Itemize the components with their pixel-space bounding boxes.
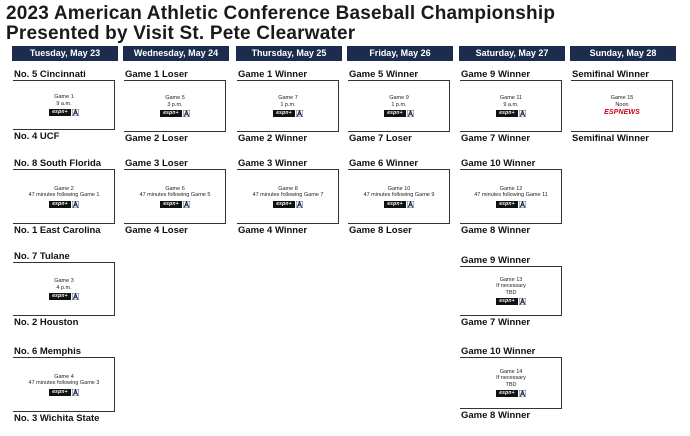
team-bottom: No. 1 East Carolina [14, 225, 101, 236]
game-time: 9 a.m. [56, 100, 72, 107]
game-time: 1 p.m. [280, 101, 296, 108]
tv-network-logo [496, 110, 526, 117]
espn-plus-logo: espn+ [496, 298, 518, 305]
game-info [461, 369, 561, 398]
game-info [14, 278, 114, 300]
espn-plus-logo: espn+ [384, 110, 406, 117]
team-bottom: Game 8 Loser [349, 225, 412, 236]
team-top: Game 1 Loser [125, 69, 188, 80]
game-info [349, 95, 449, 117]
tv-network-logo [496, 390, 526, 397]
game-time: 47 minutes following Game 7 [252, 192, 324, 198]
team-bottom: Game 8 Winner [461, 225, 531, 236]
game-number: Game 7 [278, 95, 298, 101]
game-number: Game 9 [389, 95, 409, 101]
espn-plus-logo: espn+ [384, 201, 406, 208]
game-info [125, 95, 225, 117]
team-bottom: Game 7 Winner [461, 317, 531, 328]
aac-logo-icon [72, 293, 79, 300]
aac-logo-icon [296, 201, 303, 208]
game-info [461, 277, 561, 306]
team-top: Game 3 Winner [238, 158, 308, 169]
espn-plus-logo: espn+ [496, 110, 518, 117]
espn-plus-logo: espn+ [160, 201, 182, 208]
game-number: Game 12 [499, 185, 523, 192]
tv-network-logo [384, 201, 414, 208]
espn-plus-logo: espn+ [496, 201, 518, 208]
tv-network-logo [273, 110, 303, 117]
game-info [461, 95, 561, 117]
game-info [125, 186, 225, 208]
day-header: Saturday, May 27 [459, 46, 565, 61]
tv-network-logo [160, 201, 190, 208]
day-header: Sunday, May 28 [570, 46, 676, 61]
espn-plus-logo: espn+ [49, 389, 71, 396]
game-number: Game 11 [499, 95, 523, 101]
team-top: No. 8 South Florida [14, 158, 102, 169]
team-top: No. 5 Cincinnati [14, 69, 86, 80]
game-time: If necessary [496, 283, 526, 290]
game-info [572, 95, 672, 117]
team-bottom: No. 2 Houston [14, 317, 79, 328]
game-time: If necessary [496, 375, 526, 382]
team-bottom: No. 3 Wichita State [14, 413, 100, 424]
aac-logo-icon [519, 298, 526, 305]
team-top: Game 6 Winner [349, 158, 419, 169]
game-number: Game 6 [165, 185, 185, 192]
team-bottom: Game 8 Winner [461, 410, 531, 421]
tv-network-logo [496, 298, 526, 305]
team-top: Game 10 Winner [461, 346, 536, 357]
aac-logo-icon [519, 201, 526, 208]
team-bottom: Semifinal Winner [572, 133, 649, 144]
game-info [461, 186, 561, 208]
page-title: 2023 American Athletic Conference Baseball Championship [6, 3, 556, 24]
team-top: No. 7 Tulane [14, 251, 70, 262]
team-bottom: Game 7 Loser [349, 133, 412, 144]
team-bottom: Game 2 Winner [238, 133, 308, 144]
game-time: 1 p.m. [391, 101, 407, 108]
game-number: Game 3 [54, 278, 74, 284]
espn-plus-logo: espn+ [496, 390, 518, 397]
game-time: 4 p.m. [56, 284, 72, 291]
game-time: 47 minutes following Game 1 [28, 192, 100, 198]
game-number: Game 4 [54, 373, 74, 380]
team-top: Game 1 Winner [238, 69, 308, 80]
page-subtitle: Presented by Visit St. Pete Clearwater [6, 23, 356, 44]
game-info [14, 186, 114, 208]
game-time: 47 minutes following Game 5 [139, 192, 211, 198]
game-number: Game 5 [165, 95, 185, 101]
team-top: No. 6 Memphis [14, 346, 82, 357]
game-time: Noon [615, 101, 629, 108]
game-number: Game 15 [610, 95, 634, 101]
espn-plus-logo: espn+ [273, 201, 295, 208]
game-time: 9 a.m. [503, 101, 519, 108]
team-top: Game 3 Loser [125, 158, 188, 169]
tv-network-logo [49, 109, 79, 116]
aac-logo-icon [72, 389, 79, 396]
game-time-tbd: TBD [505, 381, 517, 388]
game-info [14, 374, 114, 396]
tv-network-logo [384, 110, 414, 117]
team-bottom: Game 7 Winner [461, 133, 531, 144]
game-number: Game 2 [54, 185, 74, 192]
aac-logo-icon [183, 110, 190, 117]
game-number: Game 13 [499, 276, 523, 283]
team-top: Game 10 Winner [461, 158, 536, 169]
game-number: Game 10 [387, 185, 411, 192]
game-time-tbd: TBD [505, 289, 517, 296]
game-time: 47 minutes following Game 9 [363, 192, 435, 198]
tv-network-logo [273, 201, 303, 208]
team-top: Semifinal Winner [572, 69, 649, 80]
aac-logo-icon [72, 201, 79, 208]
aac-logo-icon [183, 201, 190, 208]
tv-network-logo [160, 110, 190, 117]
team-bottom: No. 4 UCF [14, 131, 60, 142]
team-bottom: Game 4 Loser [125, 225, 188, 236]
team-bottom: Game 2 Loser [125, 133, 188, 144]
espn-plus-logo: espn+ [49, 109, 71, 116]
game-info [349, 186, 449, 208]
day-header: Tuesday, May 23 [12, 46, 118, 61]
game-info [14, 94, 114, 116]
aac-logo-icon [407, 201, 414, 208]
aac-logo-icon [519, 390, 526, 397]
day-header: Wednesday, May 24 [123, 46, 229, 61]
espnews-logo: ESPNEWS [604, 109, 640, 116]
espn-plus-logo: espn+ [273, 110, 295, 117]
day-header: Thursday, May 25 [236, 46, 342, 61]
tv-network-logo [496, 201, 526, 208]
tv-network-logo [49, 293, 79, 300]
game-number: Game 14 [499, 368, 523, 375]
game-time: 47 minutes following Game 11 [474, 192, 548, 198]
game-info [238, 186, 338, 208]
aac-logo-icon [519, 110, 526, 117]
aac-logo-icon [296, 110, 303, 117]
team-top: Game 9 Winner [461, 255, 531, 266]
game-number: Game 1 [54, 94, 74, 100]
espn-plus-logo: espn+ [49, 201, 71, 208]
game-info [238, 95, 338, 117]
game-time: 47 minutes following Game 3 [28, 380, 100, 386]
team-top: Game 5 Winner [349, 69, 419, 80]
aac-logo-icon [72, 109, 79, 116]
tv-network-logo [49, 201, 79, 208]
team-top: Game 9 Winner [461, 69, 531, 80]
espn-plus-logo: espn+ [49, 293, 71, 300]
game-number: Game 8 [278, 185, 298, 192]
day-header: Friday, May 26 [347, 46, 453, 61]
game-time: 3 p.m. [167, 101, 183, 108]
tv-network-logo [49, 389, 79, 396]
espn-plus-logo: espn+ [160, 110, 182, 117]
aac-logo-icon [407, 110, 414, 117]
team-bottom: Game 4 Winner [238, 225, 308, 236]
